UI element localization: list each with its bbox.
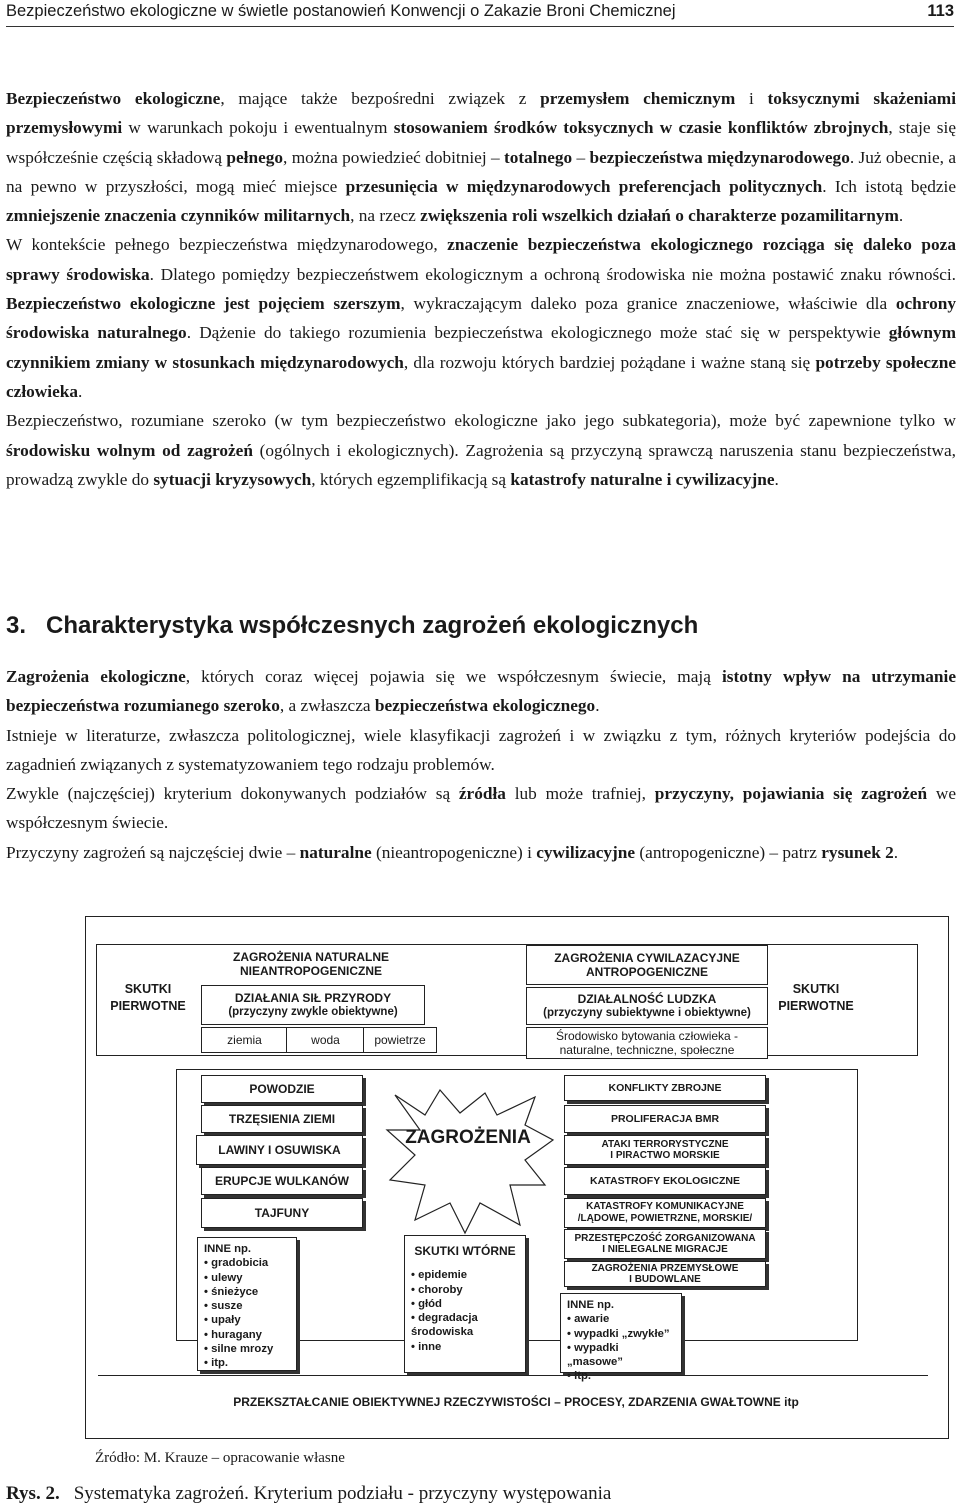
civilization-threats-title: ZAGROŻENIA CYWILAZACYJNE ANTROPOGENICZNE [526, 945, 768, 985]
natural-other-list: INNE np. • gradobicia • ulewy • śnieżyce • susze • upały • huragany • silne mrozy • itp. [197, 1237, 297, 1371]
hazard-volcanoes: ERUPCJE WULKANÓW [201, 1167, 363, 1195]
hazard-armed-conflicts: KONFLIKTY ZBROJNE [564, 1075, 766, 1101]
forces-of-nature-box: DZIAŁANIA SIŁ PRZYRODY (przyczyny zwykle obiektywne) [201, 985, 425, 1025]
natural-element-water: woda [286, 1027, 365, 1053]
hazard-ecological-disasters: KATASTROFY EKOLOGICZNE [564, 1167, 766, 1195]
paragraph-7: Przyczyny zagrożeń są najczęściej dwie – naturalne (nieantropogeniczne) i cywilizacyjne (antropogeniczne) – patrz rysunek 2. [6, 842, 899, 862]
hazard-terrorism: ATAKI TERRORYSTYCZNE I PIRACTWO MORSKIE [564, 1135, 766, 1165]
natural-element-air: powietrze [363, 1027, 437, 1053]
threats-center-label: ZAGROŻENIA [405, 1127, 531, 1148]
threats-burst [385, 1085, 555, 1235]
section-heading: 3. Charakterystyka współczesnych zagrożeń ekologicznych [6, 612, 699, 639]
natural-threats-title: ZAGROŻENIA NATURALNE NIEANTROPOGENICZNE [196, 945, 426, 983]
secondary-effects-box: SKUTKI WTÓRNE • epidemie • choroby • głód • degradacja środowiska • inne [404, 1235, 526, 1373]
hazard-avalanches: LAWINY I OSUWISKA [196, 1135, 363, 1165]
natural-other-item: • śnieżyce [204, 1285, 290, 1299]
hazard-typhoons: TAJFUNY [201, 1198, 363, 1228]
bottom-frame [98, 1375, 928, 1426]
page-number: 113 [927, 2, 954, 20]
natural-other-item: • silne mrozy [204, 1342, 290, 1356]
secondary-effect-item: • degradacja środowiska [411, 1311, 519, 1340]
natural-other-item: • huragany [204, 1328, 290, 1342]
civilization-other-item: • awarie [567, 1312, 675, 1326]
secondary-effect-item: • epidemie [411, 1268, 519, 1282]
paragraph-5: Istnieje w literaturze, zwłaszcza politologicznej, wiele klasyfikacji zagrożeń i w związku z tym, różnych kryteriów podejścia do zagadnień związanych z systematyzowaniem tego rodzaju problemów. [6, 725, 956, 774]
secondary-effect-item: • głód [411, 1297, 519, 1311]
natural-other-item: • ulewy [204, 1271, 290, 1285]
figure-caption: Rys. 2. Systematyka zagrożeń. Kryterium podziału - przyczyny występowania [6, 1483, 612, 1504]
paragraph-4: Zagrożenia ekologiczne, których coraz więcej pojawia się we współczesnym świecie, mają istotny wpływ na utrzymanie bezpieczeństwa rozumianego szeroko, a zwłaszcza bezpieczeństwa ekologicznego. [6, 667, 956, 716]
hazard-organized-crime: PRZESTĘPCZOŚĆ ZORGANIZOWANA I NIELEGALNE MIGRACJE [564, 1229, 766, 1259]
paragraph-6: Zwykle (najczęściej) kryterium dokonywanych podziałów są źródła lub może trafniej, przyczyny, pojawiania się zagrożeń we współczesnym świecie. [6, 784, 956, 833]
civilization-other-list: INNE np. • awarie • wypadki „zwykłe” • wypadki „masowe” • itp. [560, 1293, 682, 1373]
body-text-upper [6, 84, 956, 494]
natural-other-item: • upały [204, 1313, 290, 1327]
human-activity-box: DZIAŁALNOŚĆ LUDZKA (przyczyny subiektywne i obiektywne) [526, 987, 768, 1025]
transformation-bar: PRZEKSZTAŁCANIE OBIEKTYWNEJ RZECZYWISTOŚCI – PROCESY, ZDARZENIA GWAŁTOWNE itp [96, 1382, 936, 1422]
natural-other-item: • itp. [204, 1356, 290, 1370]
paragraph-3: Bezpieczeństwo, rozumiane szeroko (w tym bezpieczeństwo ekologiczne jako jego subkategoria), może być zapewnione tylko w środowisku wolnym od zagrożeń (ogólnych i ekologicznych). Zagrożenia są przyczyną sprawczą naruszenia stanu bezpieczeństwa, prowadzą zwykle do sytuacji kryzysowych, których egzemplifikacją są katastrofy naturalne i cywilizacyjne. [6, 411, 956, 489]
civilization-other-item: • wypadki „zwykłe” [567, 1327, 675, 1341]
civilization-other-item: • wypadki „masowe” [567, 1341, 675, 1370]
paragraph-2: W kontekście pełnego bezpieczeństwa międzynarodowego, znaczenie bezpieczeństwa ekologicznego rozciąga się daleko poza sprawy środowiska. Dlatego pomiędzy bezpieczeństwem ekologicznym a ochroną środowiska nie można postawić znaku równości. Bezpieczeństwo ekologiczne jest pojęciem szerszym, wykraczającym daleko poza granice znaczeniowe, właściwie dla ochrony środowiska naturalnego. Dążenie do takiego rozumienia bezpieczeństwa ekologicznego może stać się w perspektywie głównym czynnikiem zmiany w stosunkach międzynarodowych, dla rozwoju których bardziej pożądane i ważne staną się potrzeby społeczne człowieka. [6, 235, 956, 401]
secondary-effect-item: • choroby [411, 1283, 519, 1297]
natural-other-item: • gradobicia [204, 1256, 290, 1270]
natural-element-earth: ziemia [201, 1027, 288, 1053]
human-environment-box: Środowisko bytowania człowieka - naturalne, techniczne, społeczne [526, 1027, 768, 1059]
civilization-other-item: • itp. [567, 1369, 675, 1383]
hazard-floods: POWODZIE [201, 1075, 363, 1103]
secondary-effect-item: • inne [411, 1340, 519, 1354]
figure-source: Źródło: M. Krauze – opracowanie własne [95, 1450, 345, 1466]
primary-effects-right: SKUTKI PIERWOTNE [766, 943, 866, 1053]
running-header [6, 0, 954, 27]
primary-effects-left: SKUTKI PIERWOTNE [98, 943, 198, 1053]
body-text-lower [6, 662, 956, 867]
hazard-transport-disasters: KATASTROFY KOMUNIKACYJNE /LĄDOWE, POWIETRZNE, MORSKIE/ [564, 1198, 766, 1228]
hazard-earthquakes: TRZĘSIENIA ZIEMI [201, 1105, 363, 1133]
hazard-industrial: ZAGROŻENIA PRZEMYSŁOWE I BUDOWLANE [564, 1261, 766, 1287]
natural-other-item: • susze [204, 1299, 290, 1313]
hazard-wmd-proliferation: PROLIFERACJA BMR [564, 1105, 766, 1133]
header-title: Bezpieczeństwo ekologiczne w świetle postanowień Konwencji o Zakazie Broni Chemicznej [6, 2, 676, 20]
paragraph-1: Bezpieczeństwo ekologiczne, mające także bezpośredni związek z przemysłem chemicznym i toksycznymi skażeniami przemysłowymi w warunkach pokoju i ewentualnym stosowaniem środków toksycznych w czasie konfliktów zbrojnych, staje się współcześnie częścią składową pełnego, można powiedzieć dobitniej – totalnego – bezpieczeństwa międzynarodowego. Już obecnie, a na pewno w przyszłości, mogą mieć miejsce przesunięcia w międzynarodowych preferencjach politycznych. Ich istotą będzie zmniejszenie znaczenia czynników militarnych, na rzecz zwiększenia roli wszelkich działań o charakterze pozamilitarnym. [6, 89, 957, 226]
